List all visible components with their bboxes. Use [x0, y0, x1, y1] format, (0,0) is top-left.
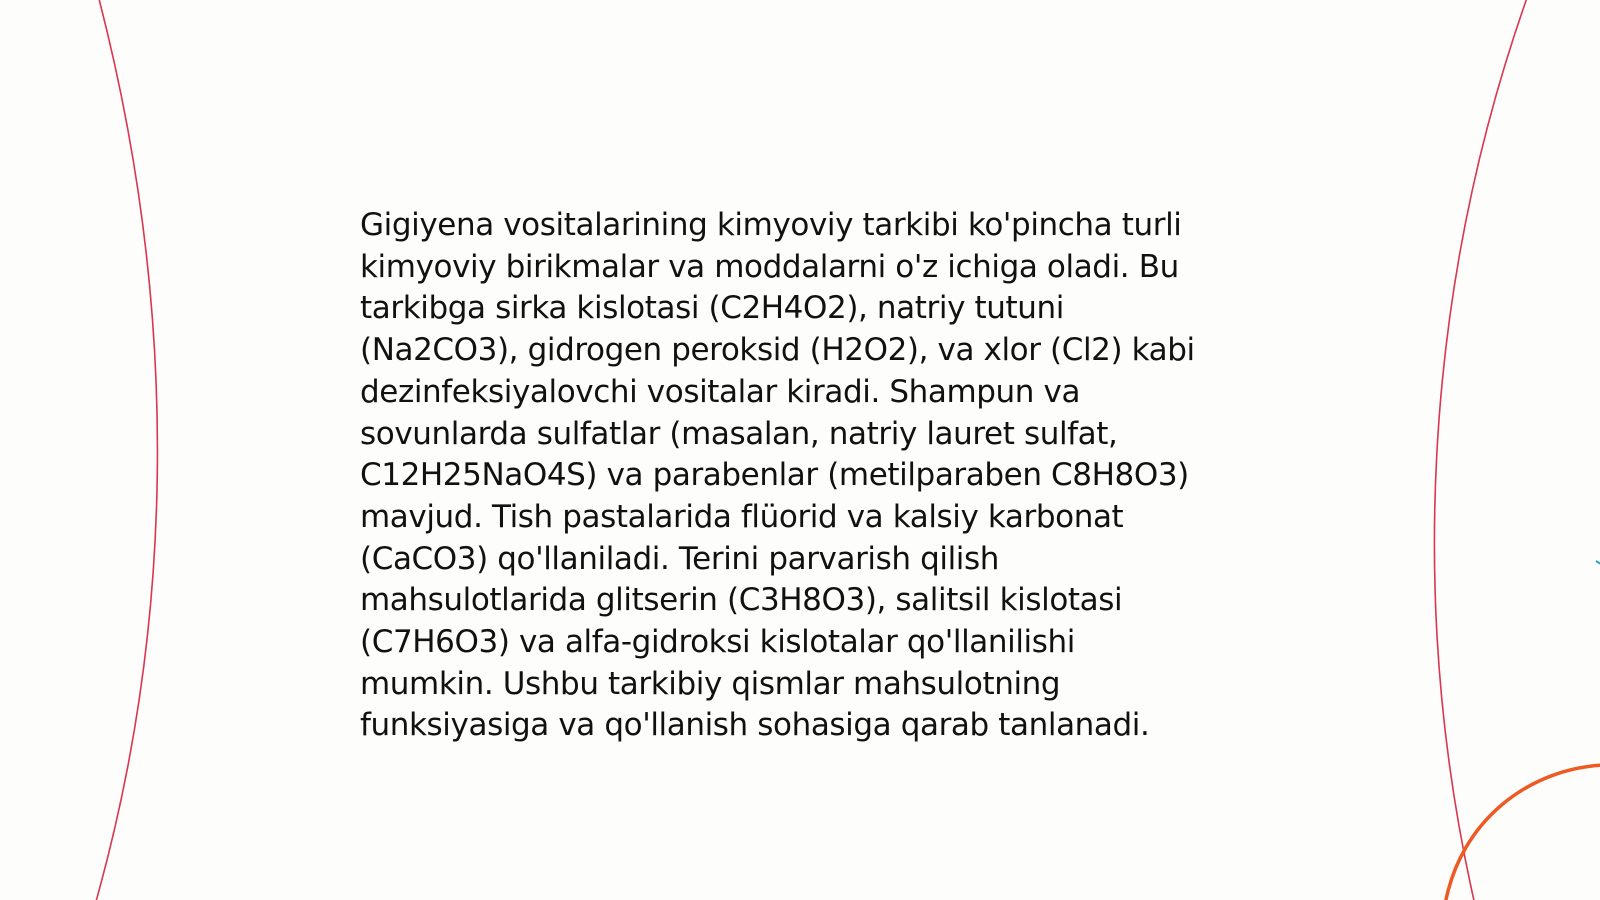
orange-arc-shape	[1445, 765, 1600, 900]
text-line: C12H25NaO4S) va parabenlar (metilparaben C8H8O3)	[360, 457, 1189, 494]
text-line: mumkin. Ushbu tarkibiy qismlar mahsulotning	[360, 665, 1061, 702]
body-paragraph	[360, 205, 1260, 747]
text-line: dezinfeksiyalovchi vositalar kiradi. Shampun va	[360, 373, 1081, 410]
text-line: (Na2CO3), gidrogen peroksid (H2O2), va xlor (Cl2) kabi	[360, 332, 1195, 369]
text-line: (CaCO3) qo'llaniladi. Terini parvarish qilish	[360, 540, 1000, 577]
text-line: kimyoviy birikmalar va moddalarni o'z ichiga oladi. Bu	[360, 248, 1179, 285]
text-line: Gigiyena vositalarining kimyoviy tarkibi ko'pincha turli	[360, 207, 1182, 243]
text-line: (C7H6O3) va alfa-gidroksi kislotalar qo'llanilishi	[360, 624, 1075, 661]
text-line: mavjud. Tish pastalarida flüorid va kalsiy karbonat	[360, 498, 1124, 535]
right-curve-line	[1434, 0, 1528, 900]
text-line: funksiyasiga va qo'llanish sohasiga qarab tanlanadi.	[360, 707, 1150, 744]
text-line: sovunlarda sulfatlar (masalan, natriy lauret sulfat,	[360, 415, 1118, 452]
teal-accent-mark	[1596, 561, 1600, 566]
left-curve-line	[95, 0, 157, 900]
text-line: mahsulotlarida glitserin (C3H8O3), salitsil kislotasi	[360, 582, 1123, 619]
text-line: tarkibga sirka kislotasi (C2H4O2), natriy tutuni	[360, 290, 1064, 327]
